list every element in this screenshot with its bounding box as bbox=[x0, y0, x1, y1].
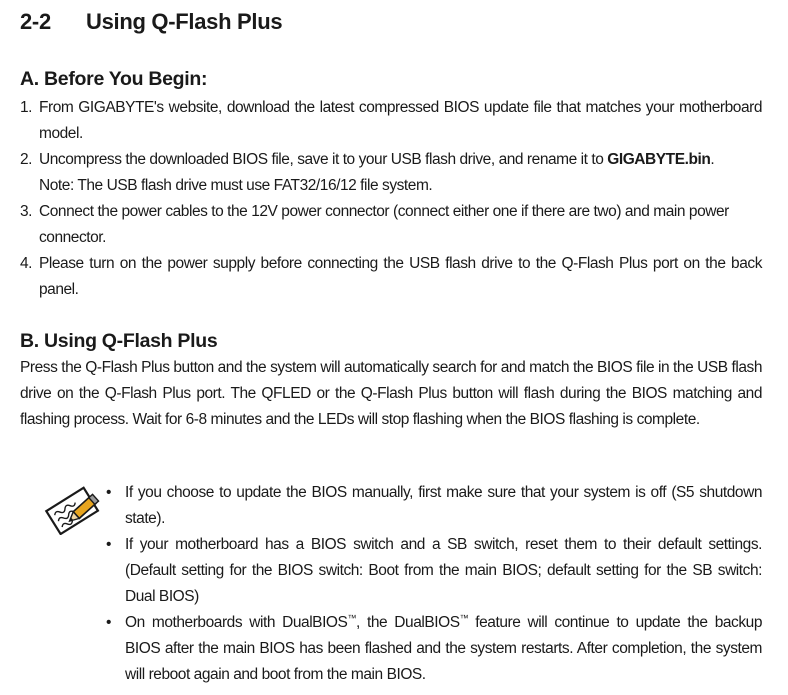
section-a-title: A. Before You Begin: bbox=[20, 68, 208, 90]
note-item bbox=[106, 532, 762, 610]
note-text-part: feature will continue to update the backup BIOS after the main BIOS has been flashed and the system restarts. After completion, the system will reboot again and boot from the main BIOS. bbox=[125, 614, 762, 683]
chapter-title: Using Q-Flash Plus bbox=[86, 9, 283, 34]
step-note: Note: The USB flash drive must use FAT32/16/12 file system. bbox=[39, 177, 433, 194]
chapter-number: 2-2 bbox=[20, 9, 51, 34]
note-text-part: On motherboards with DualBIOS bbox=[125, 614, 348, 631]
step-text: Please turn on the power supply before connecting the USB flash drive to the Q-Flash Plus port on the back panel. bbox=[39, 255, 762, 298]
filename-bold: GIGABYTE.bin bbox=[607, 151, 711, 168]
note-text: If you choose to update the BIOS manually, first make sure that your system is off (S5 shutdown state). bbox=[125, 484, 762, 527]
note-pencil-icon bbox=[44, 481, 102, 535]
step-item bbox=[20, 251, 762, 303]
section-b-body: Press the Q-Flash Plus button and the system will automatically search for and match the BIOS file in the USB flash drive on the Q-Flash Plus port. The QFLED or the Q-Flash Plus button will flash during the BIOS matching and flashing process. Wait for 6-8 minutes and the LEDs will stop flashing when the BIOS flashing is complete. bbox=[20, 359, 762, 428]
step-text-part: . bbox=[710, 151, 715, 168]
step-number: 4. bbox=[20, 255, 33, 272]
step-item bbox=[20, 147, 762, 199]
notes-list bbox=[106, 480, 762, 688]
note-item bbox=[106, 610, 762, 688]
chapter-heading bbox=[20, 9, 282, 35]
note-item bbox=[106, 480, 762, 532]
step-item bbox=[20, 95, 762, 147]
step-number: 1. bbox=[20, 99, 33, 116]
step-text-part: Uncompress the downloaded BIOS file, save it to your USB flash drive, and rename it to bbox=[39, 151, 608, 168]
note-text: If your motherboard has a BIOS switch and a SB switch, reset them to their default settings. (Default setting for the BIOS switch: Boot from the main BIOS; default setting for the SB switch: Dual BIOS) bbox=[125, 536, 762, 605]
trademark-symbol: ™ bbox=[459, 612, 469, 623]
step-text: From GIGABYTE's website, download the latest compressed BIOS update file that matches your motherboard model. bbox=[39, 99, 762, 142]
trademark-symbol: ™ bbox=[347, 612, 356, 623]
section-b-title: B. Using Q-Flash Plus bbox=[20, 330, 218, 352]
step-number: 3. bbox=[20, 203, 33, 220]
step-number: 2. bbox=[20, 151, 33, 168]
step-text: Connect the power cables to the 12V power connector (connect either one if there are two) and main power connector. bbox=[39, 203, 729, 246]
step-item bbox=[20, 199, 762, 251]
step-text bbox=[39, 147, 762, 173]
note-text-part: , the DualBIOS bbox=[356, 614, 460, 631]
before-you-begin-steps bbox=[20, 95, 762, 303]
